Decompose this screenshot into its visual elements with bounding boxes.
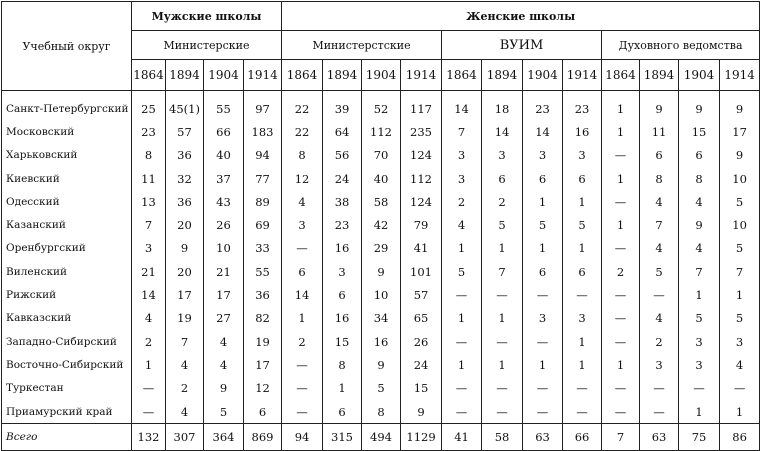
table-cell: 26 <box>204 213 244 236</box>
table-cell: 7 <box>442 120 482 143</box>
table-cell: 3 <box>442 144 482 167</box>
table-cell: 112 <box>362 120 401 143</box>
table-cell: 65 <box>401 307 442 330</box>
table-cell: — <box>602 144 640 167</box>
table-cell: 10 <box>720 167 760 190</box>
table-row <box>2 237 760 260</box>
total-cell: 58 <box>482 424 523 451</box>
table-cell: 2 <box>640 330 679 353</box>
table-cell: 19 <box>244 330 282 353</box>
table-cell: 97 <box>244 91 282 121</box>
table-cell: 7 <box>720 260 760 283</box>
table-cell: — <box>640 400 679 424</box>
table-cell: 23 <box>563 91 602 121</box>
table-cell: 24 <box>401 353 442 376</box>
region-name: Виленский <box>2 260 132 283</box>
table-cell: 2 <box>282 330 323 353</box>
table-cell: 4 <box>640 190 679 213</box>
table-cell: 1 <box>563 353 602 376</box>
table-cell: 12 <box>244 377 282 400</box>
table-cell: 20 <box>166 213 204 236</box>
table-cell: 3 <box>679 353 720 376</box>
table-cell: 5 <box>720 190 760 213</box>
total-cell: 132 <box>132 424 166 451</box>
table-cell: 23 <box>132 120 166 143</box>
table-cell: 1 <box>602 167 640 190</box>
table-cell: 38 <box>323 190 362 213</box>
year-header: 1894 <box>323 60 362 91</box>
table-cell: 5 <box>482 213 523 236</box>
region-name: Кавказский <box>2 307 132 330</box>
total-cell: 63 <box>640 424 679 451</box>
table-cell: 1 <box>523 190 563 213</box>
table-cell: 4 <box>132 307 166 330</box>
region-name: Оренбургский <box>2 237 132 260</box>
table-cell: 6 <box>244 400 282 424</box>
year-header: 1914 <box>720 60 760 91</box>
table-cell: 3 <box>640 353 679 376</box>
table-cell: 1 <box>679 283 720 306</box>
table-cell: 4 <box>679 237 720 260</box>
total-cell: 66 <box>563 424 602 451</box>
region-name: Харьковский <box>2 144 132 167</box>
table-cell: 36 <box>166 144 204 167</box>
table-cell: 9 <box>720 91 760 121</box>
table-cell: 69 <box>244 213 282 236</box>
table-cell: 36 <box>244 283 282 306</box>
male-schools-header: Мужские школы <box>132 2 282 31</box>
table-cell: 82 <box>244 307 282 330</box>
year-header: 1904 <box>679 60 720 91</box>
table-cell: 6 <box>323 400 362 424</box>
year-header: 1864 <box>442 60 482 91</box>
table-cell: 117 <box>401 91 442 121</box>
table-cell: — <box>282 353 323 376</box>
region-name: Московский <box>2 120 132 143</box>
table-cell: 4 <box>204 330 244 353</box>
table-cell: 3 <box>563 144 602 167</box>
table-cell: 24 <box>323 167 362 190</box>
table-cell: — <box>602 283 640 306</box>
table-cell: 4 <box>720 353 760 376</box>
table-cell: 17 <box>204 283 244 306</box>
table-cell: 1 <box>442 237 482 260</box>
table-cell: 14 <box>482 120 523 143</box>
total-cell: 1129 <box>401 424 442 451</box>
table-cell: 1 <box>563 190 602 213</box>
table-row <box>2 91 760 121</box>
table-cell: 8 <box>282 144 323 167</box>
table-cell: 33 <box>244 237 282 260</box>
region-header: Учебный округ <box>2 2 132 91</box>
table-cell: 5 <box>204 400 244 424</box>
table-cell: 42 <box>362 213 401 236</box>
table-cell: 22 <box>282 91 323 121</box>
table-row <box>2 330 760 353</box>
region-name: Приамурский край <box>2 400 132 424</box>
table-cell: 52 <box>362 91 401 121</box>
table-cell: 57 <box>166 120 204 143</box>
table-cell: 8 <box>679 167 720 190</box>
table-row <box>2 377 760 400</box>
table-cell: 27 <box>204 307 244 330</box>
table-cell: 41 <box>401 237 442 260</box>
year-header: 1864 <box>132 60 166 91</box>
table-cell: — <box>282 237 323 260</box>
table-cell: 89 <box>244 190 282 213</box>
table-cell: 21 <box>204 260 244 283</box>
table-cell: 34 <box>362 307 401 330</box>
table-cell: — <box>563 400 602 424</box>
table-cell: 5 <box>720 307 760 330</box>
region-name: Восточно-Сибирский <box>2 353 132 376</box>
table-cell: 1 <box>679 400 720 424</box>
table-cell: 40 <box>204 144 244 167</box>
region-name: Одесский <box>2 190 132 213</box>
table-cell: 10 <box>362 283 401 306</box>
table-cell: 4 <box>640 237 679 260</box>
table-cell: 9 <box>362 260 401 283</box>
year-header: 1904 <box>523 60 563 91</box>
table-cell: 2 <box>166 377 204 400</box>
table-cell: 6 <box>323 283 362 306</box>
table-cell: 1 <box>563 330 602 353</box>
table-cell: 1 <box>602 91 640 121</box>
table-cell: 16 <box>323 307 362 330</box>
total-cell: 94 <box>282 424 323 451</box>
table-cell: — <box>482 400 523 424</box>
table-cell: 1 <box>282 307 323 330</box>
total-cell: 315 <box>323 424 362 451</box>
table-cell: — <box>482 377 523 400</box>
spiritual-header: Духовного ведомства <box>602 31 760 60</box>
table-cell: 3 <box>132 237 166 260</box>
table-row <box>2 400 760 424</box>
table-cell: — <box>523 330 563 353</box>
year-header: 1894 <box>482 60 523 91</box>
table-cell: 5 <box>523 213 563 236</box>
table-cell: 1 <box>602 120 640 143</box>
table-cell: 15 <box>679 120 720 143</box>
table-cell: 2 <box>602 260 640 283</box>
table-cell: 8 <box>362 400 401 424</box>
schools-table <box>1 1 760 451</box>
table-cell: 6 <box>563 167 602 190</box>
table-cell: 1 <box>563 237 602 260</box>
table-cell: 5 <box>442 260 482 283</box>
region-name: Казанский <box>2 213 132 236</box>
table-cell: 9 <box>679 91 720 121</box>
table-cell: 1 <box>323 377 362 400</box>
table-cell: 17 <box>166 283 204 306</box>
table-cell: 1 <box>523 237 563 260</box>
table-cell: 6 <box>523 167 563 190</box>
table-cell: 9 <box>204 377 244 400</box>
table-cell: 5 <box>640 260 679 283</box>
table-cell: 55 <box>244 260 282 283</box>
year-header: 1894 <box>640 60 679 91</box>
table-row <box>2 120 760 143</box>
table-cell: 7 <box>132 213 166 236</box>
table-cell: 5 <box>362 377 401 400</box>
region-name: Рижский <box>2 283 132 306</box>
table-cell: — <box>442 330 482 353</box>
table-cell: 9 <box>720 144 760 167</box>
table-cell: 26 <box>401 330 442 353</box>
table-cell: — <box>640 283 679 306</box>
total-cell: 364 <box>204 424 244 451</box>
table-cell: 70 <box>362 144 401 167</box>
region-name: Киевский <box>2 167 132 190</box>
table-cell: 4 <box>166 400 204 424</box>
table-cell: — <box>442 283 482 306</box>
table-cell: — <box>482 330 523 353</box>
table-row <box>2 283 760 306</box>
table-cell: — <box>720 377 760 400</box>
table-cell: — <box>282 400 323 424</box>
total-cell: 63 <box>523 424 563 451</box>
table-cell: 22 <box>282 120 323 143</box>
table-cell: 4 <box>640 307 679 330</box>
table-cell: — <box>602 400 640 424</box>
table-cell: 3 <box>720 330 760 353</box>
table-cell: 3 <box>482 144 523 167</box>
table-cell: 3 <box>323 260 362 283</box>
male-ministry-header: Министерские <box>132 31 282 60</box>
table-cell: 40 <box>362 167 401 190</box>
table-cell: 14 <box>282 283 323 306</box>
table-cell: 6 <box>563 260 602 283</box>
table-cell: 6 <box>640 144 679 167</box>
female-schools-header: Женские школы <box>282 2 760 31</box>
table-cell: 7 <box>679 260 720 283</box>
table-cell: 21 <box>132 260 166 283</box>
table-cell: — <box>602 330 640 353</box>
table-cell: — <box>679 377 720 400</box>
table-cell: 5 <box>679 307 720 330</box>
table-cell: 23 <box>523 91 563 121</box>
table-cell: 16 <box>362 330 401 353</box>
table-cell: 4 <box>166 353 204 376</box>
region-name: Туркестан <box>2 377 132 400</box>
table-cell: — <box>523 400 563 424</box>
total-cell: 41 <box>442 424 482 451</box>
table-row <box>2 260 760 283</box>
total-cell: 86 <box>720 424 760 451</box>
table-cell: 16 <box>323 237 362 260</box>
table-cell: 9 <box>401 400 442 424</box>
table-row <box>2 307 760 330</box>
table-cell: — <box>523 283 563 306</box>
total-cell: 869 <box>244 424 282 451</box>
table-cell: 7 <box>640 213 679 236</box>
table-cell: 3 <box>679 330 720 353</box>
female-ministry-header: Министерстские <box>282 31 442 60</box>
table-cell: — <box>442 400 482 424</box>
table-cell: 9 <box>362 353 401 376</box>
vuim-header: ВУИМ <box>442 31 602 60</box>
table-cell: 66 <box>204 120 244 143</box>
total-cell: 7 <box>602 424 640 451</box>
table-cell: 14 <box>132 283 166 306</box>
table-row <box>2 213 760 236</box>
total-row <box>2 424 760 451</box>
year-header: 1914 <box>563 60 602 91</box>
table-cell: 1 <box>602 213 640 236</box>
year-header: 1894 <box>166 60 204 91</box>
table-cell: 25 <box>132 91 166 121</box>
table-cell: 32 <box>166 167 204 190</box>
table-cell: 16 <box>563 120 602 143</box>
table-cell: 1 <box>482 353 523 376</box>
table-cell: — <box>132 377 166 400</box>
table-cell: 3 <box>523 144 563 167</box>
table-cell: 36 <box>166 190 204 213</box>
table-cell: 4 <box>442 213 482 236</box>
table-cell: 17 <box>244 353 282 376</box>
table-cell: 11 <box>132 167 166 190</box>
table-cell: 6 <box>282 260 323 283</box>
table-cell: 14 <box>442 91 482 121</box>
year-header: 1864 <box>602 60 640 91</box>
table-cell: 56 <box>323 144 362 167</box>
table-cell: 1 <box>720 400 760 424</box>
table-cell: 14 <box>523 120 563 143</box>
table-cell: 101 <box>401 260 442 283</box>
table-cell: — <box>563 377 602 400</box>
table-cell: 7 <box>482 260 523 283</box>
table-cell: — <box>523 377 563 400</box>
table-cell: 5 <box>563 213 602 236</box>
table-cell: 45(1) <box>166 91 204 121</box>
table-cell: — <box>563 283 602 306</box>
year-header: 1864 <box>282 60 323 91</box>
table-cell: 8 <box>323 353 362 376</box>
table-cell: 4 <box>282 190 323 213</box>
table-cell: — <box>602 307 640 330</box>
table-cell: 18 <box>482 91 523 121</box>
table-cell: 8 <box>132 144 166 167</box>
table-cell: 11 <box>640 120 679 143</box>
table-cell: 15 <box>401 377 442 400</box>
table-cell: 55 <box>204 91 244 121</box>
total-cell: 307 <box>166 424 204 451</box>
region-name: Санкт-Петербургский <box>2 91 132 121</box>
table-cell: 20 <box>166 260 204 283</box>
table-cell: 112 <box>401 167 442 190</box>
table-cell: 3 <box>442 167 482 190</box>
table-cell: 64 <box>323 120 362 143</box>
table-cell: 12 <box>282 167 323 190</box>
table-cell: 1 <box>482 237 523 260</box>
table-cell: 4 <box>204 353 244 376</box>
table-cell: 1 <box>442 307 482 330</box>
table-cell: 235 <box>401 120 442 143</box>
table-cell: — <box>132 400 166 424</box>
table-cell: 19 <box>166 307 204 330</box>
table-cell: 9 <box>640 91 679 121</box>
table-cell: 6 <box>482 167 523 190</box>
table-cell: 124 <box>401 190 442 213</box>
table-cell: 1 <box>442 353 482 376</box>
table-cell: — <box>482 283 523 306</box>
page <box>0 1 760 444</box>
table-cell: 3 <box>282 213 323 236</box>
table-cell: 79 <box>401 213 442 236</box>
table-cell: 9 <box>679 213 720 236</box>
total-cell: 75 <box>679 424 720 451</box>
region-name: Западно-Сибирский <box>2 330 132 353</box>
table-cell: 15 <box>323 330 362 353</box>
table-cell: 2 <box>132 330 166 353</box>
table-cell: 6 <box>523 260 563 283</box>
table-cell: — <box>602 237 640 260</box>
table-cell: 8 <box>640 167 679 190</box>
table-cell: 39 <box>323 91 362 121</box>
table-row <box>2 144 760 167</box>
table-cell: 3 <box>563 307 602 330</box>
table-cell: 9 <box>166 237 204 260</box>
table-cell: 1 <box>602 353 640 376</box>
table-cell: 1 <box>132 353 166 376</box>
table-cell: 58 <box>362 190 401 213</box>
table-cell: 10 <box>204 237 244 260</box>
year-header: 1914 <box>401 60 442 91</box>
table-cell: 5 <box>720 237 760 260</box>
table-cell: 183 <box>244 120 282 143</box>
table-row <box>2 167 760 190</box>
table-cell: — <box>282 377 323 400</box>
table-cell: — <box>640 377 679 400</box>
table-cell: — <box>602 377 640 400</box>
table-cell: 94 <box>244 144 282 167</box>
total-cell: 494 <box>362 424 401 451</box>
table-cell: 4 <box>679 190 720 213</box>
table-cell: 23 <box>323 213 362 236</box>
total-label: Всего <box>2 424 132 451</box>
year-header: 1914 <box>244 60 282 91</box>
table-cell: 1 <box>720 283 760 306</box>
table-row <box>2 190 760 213</box>
table-cell: 13 <box>132 190 166 213</box>
table-cell: 124 <box>401 144 442 167</box>
table-cell: 57 <box>401 283 442 306</box>
table-cell: 1 <box>482 307 523 330</box>
table-cell: 7 <box>166 330 204 353</box>
table-cell: 3 <box>523 307 563 330</box>
table-cell: — <box>602 190 640 213</box>
table-cell: 43 <box>204 190 244 213</box>
table-cell: 2 <box>482 190 523 213</box>
table-cell: 1 <box>523 353 563 376</box>
table-cell: — <box>442 377 482 400</box>
table-cell: 10 <box>720 213 760 236</box>
year-header: 1904 <box>204 60 244 91</box>
year-header: 1904 <box>362 60 401 91</box>
table-cell: 77 <box>244 167 282 190</box>
table-cell: 17 <box>720 120 760 143</box>
table-row <box>2 353 760 376</box>
table-cell: 6 <box>679 144 720 167</box>
table-cell: 2 <box>442 190 482 213</box>
table-cell: 29 <box>362 237 401 260</box>
table-cell: 37 <box>204 167 244 190</box>
